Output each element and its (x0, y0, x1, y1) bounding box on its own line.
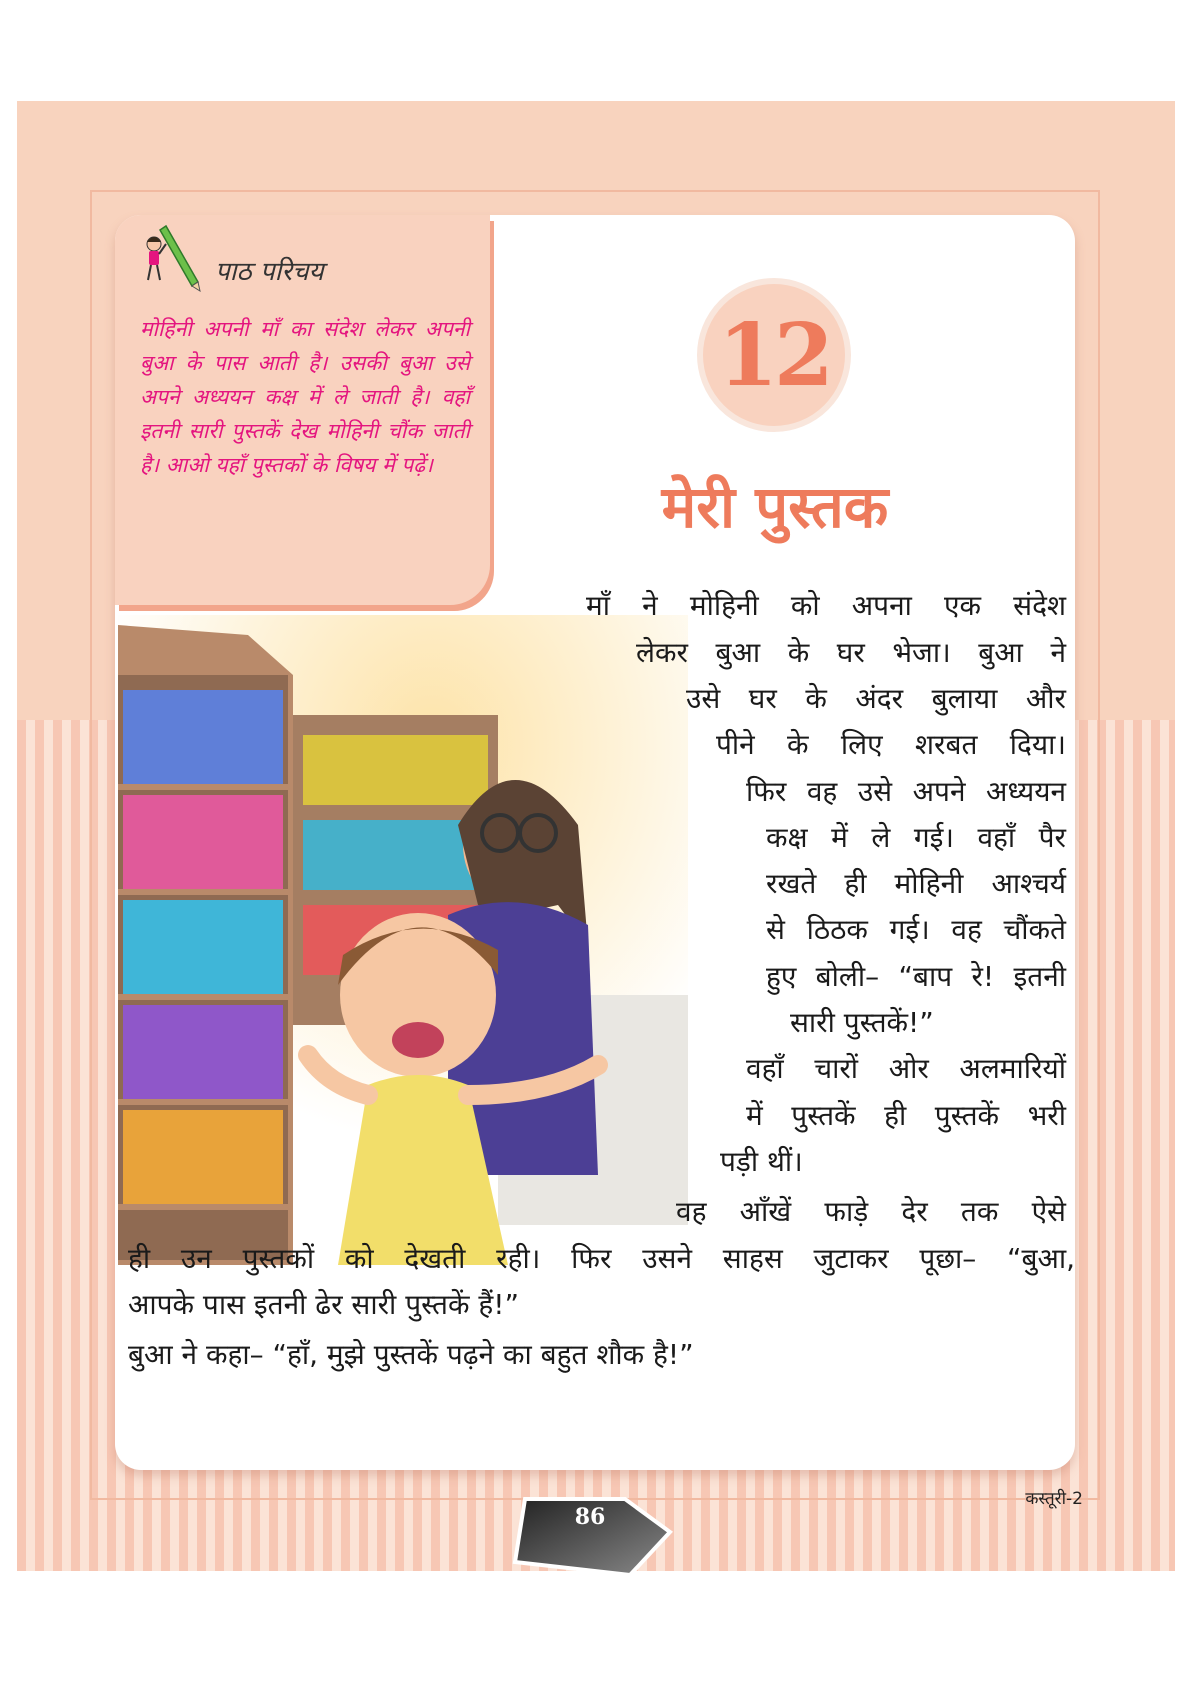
story-line: बुआ ने कहा– “हाँ, मुझे पुस्तकें पढ़ने का बहुत शौक है!” (128, 1338, 694, 1371)
page-number: 86 (574, 1504, 606, 1530)
intro-heading: पाठ परिचय (215, 257, 324, 287)
story-line: उसे घर के अंदर बुलाया और (686, 682, 1066, 715)
story-line: कक्ष में ले गई। वहाँ पैर (766, 821, 1066, 854)
story-line: रखते ही मोहिनी आश्चर्य (766, 867, 1066, 900)
story-line: आपके पास इतनी ढेर सारी पुस्तकें हैं!” (128, 1288, 519, 1321)
story-line: वहाँ चारों ओर अलमारियों (746, 1052, 1066, 1085)
story-line: में पुस्तकें ही पुस्तकें भरी (746, 1099, 1066, 1132)
story-line: सारी पुस्तकें!” (790, 1006, 934, 1039)
story-line: माँ ने मोहिनी को अपना एक संदेश (586, 589, 1066, 622)
book-name: कस्तूरी-2 (1025, 1489, 1083, 1509)
chapter-number: 12 (718, 304, 830, 406)
chapter-number-badge (697, 278, 851, 432)
library-illustration (118, 615, 688, 1275)
story-line: फिर वह उसे अपने अध्ययन (746, 775, 1066, 808)
story-line-full: ही उन पुस्तकों को देखती रही। फिर उसने साहस जुटाकर पूछा– “बुआ, (128, 1242, 1075, 1275)
story-line: पड़ी थीं। (720, 1145, 803, 1178)
pencil-girl-icon (140, 222, 202, 292)
story-line: से ठिठक गई। वह चौंकते (766, 913, 1066, 946)
chapter-title: मेरी पुस्तक (661, 473, 889, 541)
story-line: वह आँखें फाड़े देर तक ऐसे (676, 1195, 1066, 1228)
story-line: लेकर बुआ के घर भेजा। बुआ ने (636, 636, 1066, 669)
story-line: हुए बोली– “बाप रे! इतनी (766, 960, 1066, 993)
story-line: पीने के लिए शरबत दिया। (716, 728, 1066, 761)
book-rows (123, 690, 283, 1205)
intro-text: मोहिनी अपनी माँ का संदेश लेकर अपनी बुआ के पास आती है। उसकी बुआ उसे अपने अध्ययन कक्ष में ले जाती है। वहाँ इतनी सारी पुस्तकें देख मोहिनी चौंक जाती है। आओ यहाँ पुस्तकों के विषय में पढ़ें। (140, 317, 470, 477)
